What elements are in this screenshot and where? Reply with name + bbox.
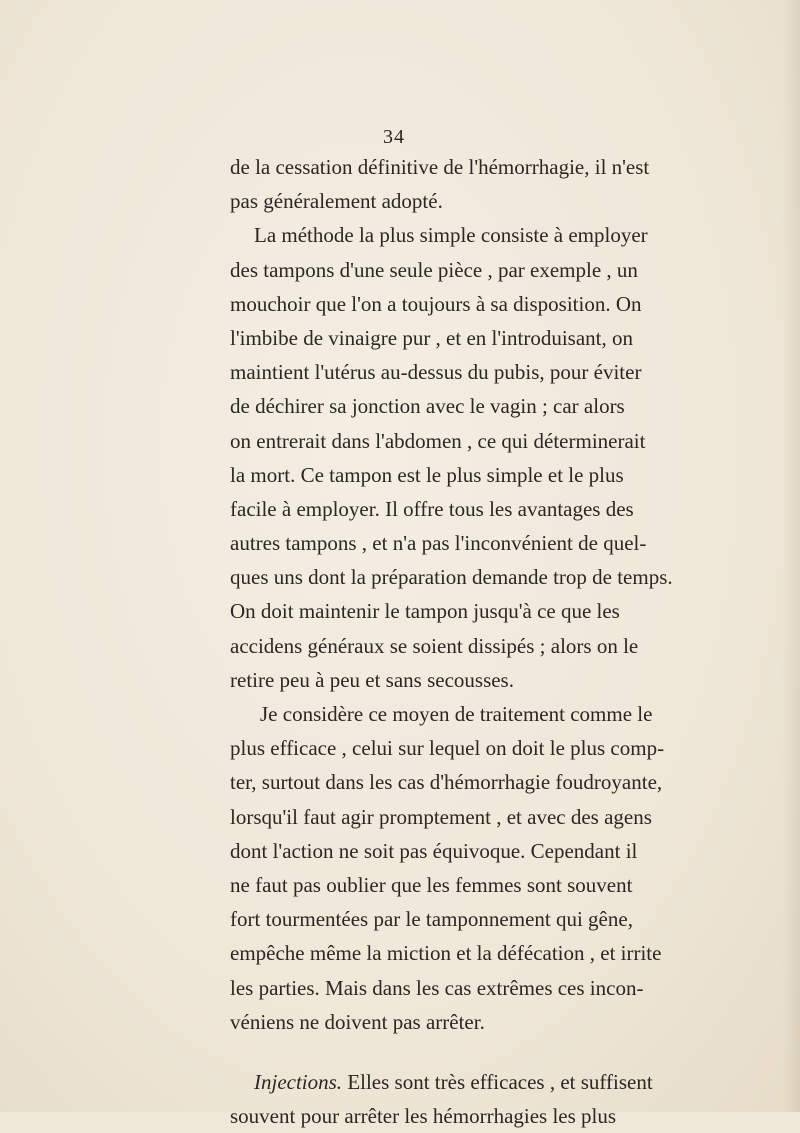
page-edge-shadow <box>782 0 800 1112</box>
text-line: l'imbibe de vinaigre pur , et en l'introduisant, on <box>230 325 633 350</box>
text-line: lorsqu'il faut agir promptement , et avec des agens <box>230 804 652 829</box>
text-line: de déchirer sa jonction avec le vagin ; car alors <box>230 394 625 419</box>
text-line: mouchoir que l'on a toujours à sa disposition. On <box>230 291 642 316</box>
page-number: 34 <box>383 126 405 148</box>
text-line: des tampons d'une seule pièce , par exemple , un <box>230 257 638 282</box>
text-line: empêche même la miction et la défécation , et irrite <box>230 941 662 966</box>
text-line: on entrerait dans l'abdomen , ce qui déterminerait <box>230 428 646 453</box>
text-line: de la cessation définitive de l'hémorrhagie, il n'est <box>230 155 650 179</box>
text-line: retire peu à peu et sans secousses. <box>230 667 514 692</box>
text-line <box>230 1065 653 1099</box>
text-line: La méthode la plus simple consiste à employer <box>254 223 648 248</box>
text-line: facile à employer. Il offre tous les avantages des <box>230 496 634 521</box>
text-line: les parties. Mais dans les cas extrêmes ces incon- <box>230 975 644 1000</box>
text-line: ter, surtout dans les cas d'hémorrhagie foudroyante, <box>230 770 663 795</box>
text-line: ne faut pas oublier que les femmes sont souvent <box>230 872 633 897</box>
text-line: la mort. Ce tampon est le plus simple et le plus <box>230 462 624 487</box>
text-line: pas généralement adopté. <box>230 189 443 214</box>
text-line: On doit maintenir le tampon jusqu'à ce que les <box>230 599 620 624</box>
text-line: ques uns dont la préparation demande trop de temps. <box>230 565 673 590</box>
text-line: Je considère ce moyen de traitement comme le <box>260 702 653 726</box>
text-line: fort tourmentées par le tamponnement qui gêne, <box>230 907 633 932</box>
text-line-with-mark <box>230 697 653 731</box>
text-line: plus efficace , celui sur lequel on doit le plus comp- <box>230 736 665 761</box>
text-line: maintient l'utérus au-dessus du pubis, pour éviter <box>230 360 642 385</box>
text-line: accidens généraux se soient dissipés ; alors on le <box>230 633 639 658</box>
body-text <box>230 150 673 1133</box>
text-line: souvent pour arrêter les hémorrhagies les plus <box>230 1104 617 1129</box>
text-line-rest: Elles sont très efficaces , et suffisent <box>342 1069 653 1094</box>
paragraph-gap <box>230 1039 588 1065</box>
text-line: véniens ne doivent pas arrêter. <box>230 1009 485 1034</box>
section-lead-italic: Injections. <box>254 1069 343 1094</box>
text-line: dont l'action ne soit pas équivoque. Cependant il <box>230 838 638 863</box>
text-line: autres tampons , et n'a pas l'inconvénient de quel- <box>230 531 647 556</box>
